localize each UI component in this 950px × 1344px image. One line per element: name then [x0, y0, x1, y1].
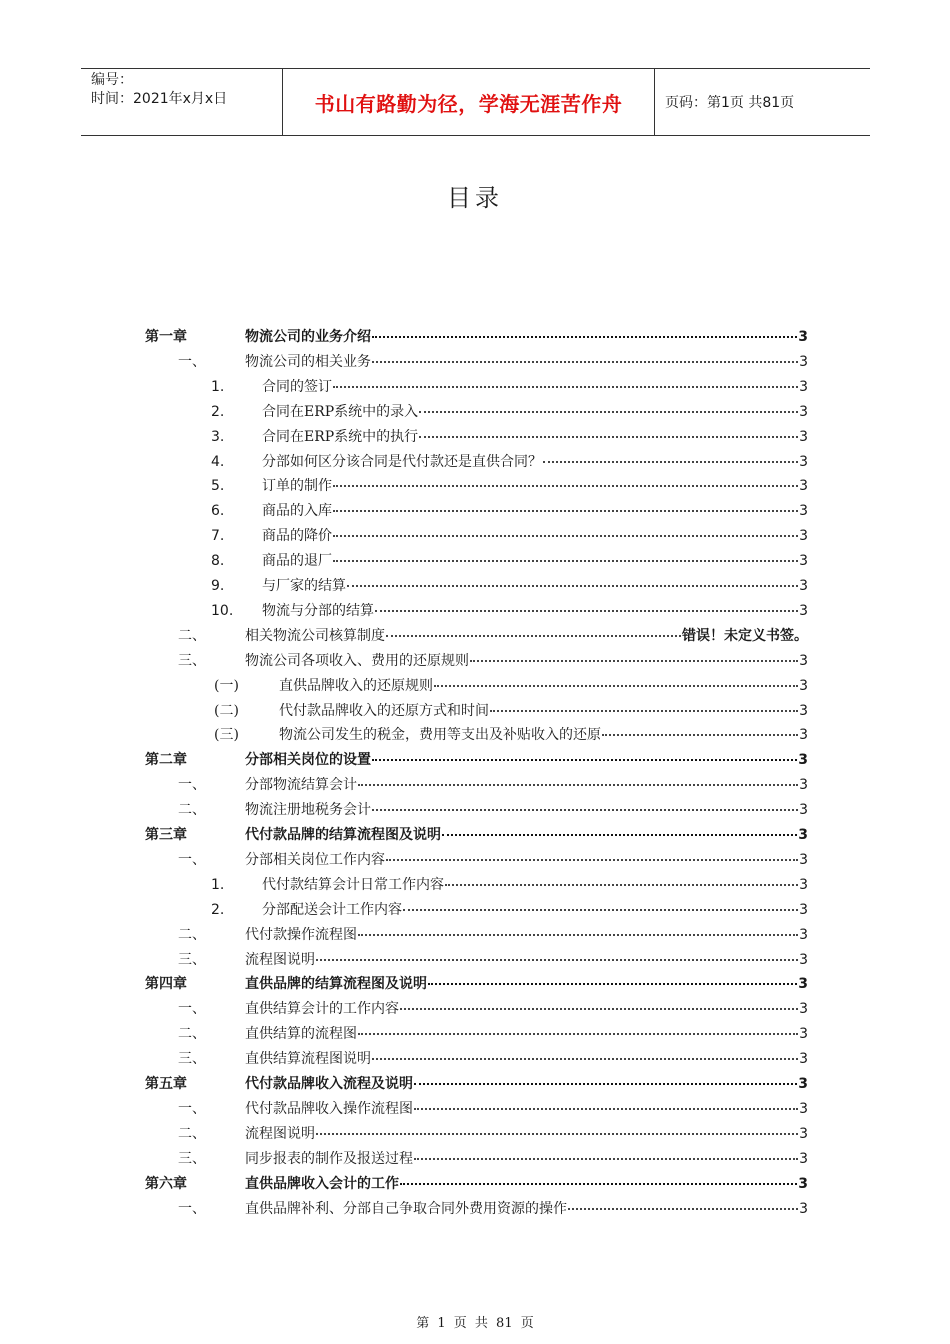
- toc-page-number: 3: [799, 1001, 808, 1018]
- toc-entry-title: 订单的制作: [262, 478, 332, 495]
- toc-entry-body: [279, 699, 808, 723]
- toc-entry-title: 物流公司各项收入、费用的还原规则: [245, 652, 469, 669]
- toc-entry-body: [245, 848, 808, 872]
- toc-entry-title: 直供结算的流程图: [245, 1026, 357, 1043]
- toc-entry-number: 三、: [178, 1150, 206, 1167]
- toc-entry-title: 物流注册地税务会计: [245, 802, 371, 819]
- toc-page-number: 3: [799, 727, 808, 744]
- toc-entry-number: 第一章: [145, 329, 187, 345]
- toc-entry-title: 合同在ERP系统中的执行: [262, 428, 419, 445]
- toc-entry-number: 6.: [211, 503, 225, 520]
- toc-entry-title: 代付款品牌的结算流程图及说明: [245, 827, 441, 843]
- toc-entry-number: 10.: [211, 602, 234, 619]
- toc-entry[interactable]: [0, 699, 950, 723]
- toc-entry-number: 二、: [178, 1125, 206, 1142]
- toc-entry[interactable]: [0, 1022, 950, 1046]
- toc-page-number: 3: [799, 851, 808, 868]
- toc-entry-number: 第二章: [145, 752, 187, 769]
- toc-entry-number: 2.: [211, 403, 225, 420]
- dot-leader: [372, 360, 798, 363]
- serial-label: 编号：: [91, 72, 133, 88]
- toc-entry-body: [262, 574, 808, 598]
- toc-entry-body: [262, 474, 808, 498]
- toc-entry-body: [245, 823, 808, 847]
- toc-page-number: 3: [798, 1076, 808, 1092]
- toc-entry-number: 2.: [211, 901, 225, 918]
- header-page-info: 页码：第1页 共81页: [665, 95, 795, 111]
- dot-leader: [442, 833, 797, 836]
- dot-leader: [419, 435, 798, 438]
- toc-entry[interactable]: [0, 798, 950, 822]
- toc-entry[interactable]: [0, 574, 950, 598]
- toc-entry-body: [262, 400, 808, 424]
- toc-page-number: 3: [798, 827, 808, 843]
- toc-page-number: 3: [799, 802, 808, 819]
- toc-entry[interactable]: [0, 425, 950, 449]
- toc-entry-number: 1.: [211, 378, 225, 395]
- toc-entry-number: 7.: [211, 528, 225, 545]
- toc-entry-number: 三、: [178, 951, 206, 968]
- toc-entry-title: 物流公司的相关业务: [245, 353, 371, 370]
- toc-entry-number: 第四章: [145, 976, 187, 993]
- toc-page-number: 3: [798, 752, 808, 769]
- dot-leader: [333, 559, 798, 562]
- toc-page-number: 3: [799, 602, 808, 619]
- time-label: 时间：2021年x月x日: [91, 91, 228, 107]
- toc-entry-title: 直供结算流程图说明: [245, 1051, 371, 1068]
- toc-entry-body: [262, 599, 808, 623]
- toc-entry-number: 二、: [178, 802, 206, 819]
- dot-leader: [602, 733, 798, 736]
- toc-page-number: 3: [799, 1150, 808, 1167]
- toc-entry-body: [262, 549, 808, 573]
- toc-entry-title: 商品的退厂: [262, 553, 332, 570]
- toc-entry[interactable]: [0, 748, 950, 772]
- toc-entry[interactable]: [0, 499, 950, 523]
- toc-entry[interactable]: [0, 1122, 950, 1146]
- toc-entry-number: 第三章: [145, 827, 187, 843]
- toc-entry-title: 物流公司的业务介绍: [245, 329, 371, 345]
- toc-entry-body: [262, 524, 808, 548]
- toc-entry-body: [245, 997, 808, 1021]
- dot-leader: [333, 534, 798, 537]
- toc-entry[interactable]: [0, 1197, 950, 1221]
- toc-page-number: 3: [799, 1051, 808, 1068]
- toc-page-number: 3: [799, 503, 808, 520]
- toc-entry-number: 一、: [178, 851, 206, 868]
- header-meta: [81, 69, 283, 135]
- toc-entry-body: [279, 674, 808, 698]
- toc-entry-title: 相关物流公司核算制度: [245, 627, 385, 644]
- dot-leader: [333, 484, 798, 487]
- toc-entry[interactable]: [0, 375, 950, 399]
- toc-entry-body: [245, 624, 808, 648]
- toc-entry-body: [279, 723, 808, 747]
- dot-leader: [543, 460, 798, 463]
- toc-entry-number: 二、: [178, 1026, 206, 1043]
- toc-entry-body: [245, 325, 808, 349]
- dot-leader: [375, 609, 798, 612]
- toc-entry-title: 分部相关岗位的设置: [245, 752, 371, 769]
- toc-entry-number: 4.: [211, 453, 225, 470]
- toc-entry-title: 直供品牌补利、分部自己争取合同外费用资源的操作: [245, 1200, 567, 1217]
- toc-page-number: 3: [799, 876, 808, 893]
- toc-entry[interactable]: [0, 1147, 950, 1171]
- dot-leader: [428, 982, 797, 985]
- toc-page-number: 3: [799, 702, 808, 719]
- toc-page-number: 3: [799, 578, 808, 594]
- toc-entry-number: 二、: [178, 627, 206, 644]
- toc-entry-number: 一、: [178, 1200, 206, 1217]
- toc-entry-body: [245, 649, 808, 673]
- dot-leader: [419, 410, 798, 413]
- toc-entry[interactable]: [0, 325, 950, 349]
- dot-leader: [414, 1157, 798, 1160]
- toc-entry-body: [245, 748, 808, 772]
- toc-entry-number: 一、: [178, 777, 206, 794]
- dot-leader: [386, 634, 681, 637]
- toc-entry[interactable]: [0, 1047, 950, 1071]
- toc-page-number: 3: [798, 329, 808, 345]
- toc-entry[interactable]: [0, 997, 950, 1021]
- toc-page-number: 3: [799, 901, 808, 918]
- dot-leader: [434, 684, 798, 687]
- toc-entry[interactable]: [0, 1172, 950, 1196]
- dot-leader: [372, 335, 797, 338]
- toc-entry[interactable]: [0, 524, 950, 548]
- toc-entry-number: (三): [214, 727, 239, 744]
- toc-entry-title: 商品的入库: [262, 503, 332, 520]
- toc-entry[interactable]: [0, 599, 950, 623]
- toc-entry[interactable]: [0, 624, 950, 648]
- header-motto: 书山有路勤为径，学海无涯苦作舟: [283, 69, 655, 135]
- toc-entry-body: [245, 1197, 808, 1221]
- dot-leader: [333, 509, 798, 512]
- toc-entry-body: [245, 350, 808, 374]
- toc-entry-title: 商品的降价: [262, 528, 332, 545]
- toc-entry[interactable]: [0, 1097, 950, 1121]
- toc-entry-body: [262, 898, 808, 922]
- toc-entry[interactable]: [0, 549, 950, 573]
- dot-leader: [400, 1182, 797, 1185]
- dot-leader: [358, 783, 798, 786]
- toc-entry-body: [245, 1047, 808, 1071]
- page-footer: 第 1 页 共 81 页: [416, 1316, 534, 1331]
- dot-leader: [358, 933, 798, 936]
- toc-entry-number: 一、: [178, 1100, 206, 1117]
- dot-leader: [333, 385, 798, 388]
- toc-page-number: 3: [799, 378, 808, 395]
- dot-leader: [347, 584, 798, 587]
- toc-page-number: 3: [798, 1175, 808, 1192]
- toc-entry[interactable]: [0, 848, 950, 872]
- toc-page-number: 3: [799, 926, 808, 943]
- toc-entry-title: 物流与分部的结算: [262, 602, 374, 619]
- toc-entry-title: 代付款品牌收入的还原方式和时间: [279, 702, 489, 719]
- toc-entry-body: [245, 773, 808, 797]
- toc-entry[interactable]: [0, 898, 950, 922]
- dot-leader: [400, 1007, 798, 1010]
- dot-leader: [386, 858, 798, 861]
- toc-entry-body: [245, 923, 808, 947]
- toc-entry-number: 5.: [211, 478, 225, 495]
- toc-entry-body: [245, 1172, 808, 1196]
- toc-entry-number: 一、: [178, 1001, 206, 1018]
- toc-page-number: 3: [799, 1125, 808, 1142]
- toc-entry-number: (一): [214, 677, 239, 694]
- toc-entry[interactable]: [0, 773, 950, 797]
- toc-entry-title: 流程图说明: [245, 1125, 315, 1142]
- toc-page-number: 3: [799, 951, 808, 968]
- dot-leader: [403, 908, 798, 911]
- toc-entry-title: 分部配送会计工作内容: [262, 901, 402, 918]
- toc-entry-body: [262, 450, 808, 474]
- toc-entry[interactable]: [0, 1072, 950, 1096]
- toc-entry[interactable]: [0, 450, 950, 474]
- dot-leader: [372, 808, 798, 811]
- toc-entry[interactable]: [0, 723, 950, 747]
- toc-entry[interactable]: [0, 474, 950, 498]
- toc-page-number: 3: [799, 353, 808, 370]
- dot-leader: [414, 1082, 797, 1085]
- toc-entry-number: 第六章: [145, 1175, 187, 1192]
- dot-leader: [445, 883, 798, 886]
- toc-entry-title: 分部如何区分该合同是代付款还是直供合同？: [262, 453, 542, 470]
- toc-page-number: 3: [799, 1100, 808, 1117]
- toc-entry-number: 三、: [178, 1051, 206, 1068]
- toc-entry-number: 三、: [178, 652, 206, 669]
- toc-page-number: 3: [799, 677, 808, 694]
- toc-entry[interactable]: [0, 674, 950, 698]
- toc-entry-title: 代付款结算会计日常工作内容: [262, 876, 444, 893]
- toc-page-number: 3: [799, 453, 808, 470]
- page-header-table: [81, 68, 870, 136]
- toc-page-number: 3: [799, 403, 808, 420]
- toc-entry-body: [262, 375, 808, 399]
- dot-leader: [358, 1032, 798, 1035]
- dot-leader: [470, 659, 798, 662]
- page-title: 目录: [447, 184, 503, 212]
- toc-entry-title: 代付款品牌收入流程及说明: [245, 1076, 413, 1092]
- toc-entry-number: 第五章: [145, 1076, 187, 1092]
- toc-entry-title: 流程图说明: [245, 951, 315, 968]
- toc-entry-number: 二、: [178, 926, 206, 943]
- toc-entry-body: [262, 425, 808, 449]
- toc-page-number: 3: [799, 652, 808, 669]
- toc-entry[interactable]: [0, 350, 950, 374]
- toc-entry-body: [262, 873, 808, 897]
- toc-entry-number: 8.: [211, 553, 225, 570]
- toc-entry-number: 一、: [178, 353, 206, 370]
- dot-leader: [490, 709, 798, 712]
- toc-entry-title: 物流公司发生的税金，费用等支出及补贴收入的还原: [279, 727, 601, 744]
- toc-entry-title: 直供结算会计的工作内容: [245, 1001, 399, 1018]
- toc-entry-body: [245, 1072, 808, 1096]
- toc-entry[interactable]: [0, 923, 950, 947]
- toc-entry-title: 与厂家的结算: [262, 578, 346, 594]
- toc-page-number: 3: [798, 976, 808, 993]
- toc-page-number: 3: [799, 428, 808, 445]
- toc-entry-title: 直供品牌收入会计的工作: [245, 1175, 399, 1192]
- dot-leader: [372, 1057, 798, 1060]
- dot-leader: [414, 1107, 798, 1110]
- dot-leader: [372, 758, 797, 761]
- toc-entry[interactable]: [0, 948, 950, 972]
- toc-entry-number: (二): [214, 702, 239, 719]
- toc-page-number: 3: [799, 553, 808, 570]
- toc-entry-title: 代付款品牌收入操作流程图: [245, 1100, 413, 1117]
- toc-entry-body: [245, 1097, 808, 1121]
- toc-entry-number: 3.: [211, 428, 225, 445]
- toc-page-number: 3: [799, 1026, 808, 1043]
- dot-leader: [316, 1132, 798, 1135]
- toc-entry-body: [245, 972, 808, 996]
- toc-page-number: 3: [799, 1200, 808, 1217]
- dot-leader: [316, 958, 798, 961]
- toc-error-text: 错误！未定义书签。: [682, 627, 808, 644]
- toc-entry-body: [245, 948, 808, 972]
- toc-entry-body: [245, 1122, 808, 1146]
- toc-entry-title: 合同的签订: [262, 378, 332, 395]
- toc-entry[interactable]: [0, 649, 950, 673]
- toc-entry-title: 合同在ERP系统中的录入: [262, 403, 419, 420]
- toc-entry-body: [245, 1022, 808, 1046]
- toc-entry-number: 9.: [211, 578, 225, 594]
- toc-entry-title: 分部物流结算会计: [245, 777, 357, 794]
- toc-entry-body: [245, 1147, 808, 1171]
- toc-entry-body: [262, 499, 808, 523]
- toc-entry-title: 分部相关岗位工作内容: [245, 851, 385, 868]
- toc-page-number: 3: [799, 777, 808, 794]
- dot-leader: [568, 1207, 798, 1210]
- toc-entry-title: 同步报表的制作及报送过程: [245, 1150, 413, 1167]
- toc-page-number: 3: [799, 528, 808, 545]
- toc-entry[interactable]: [0, 400, 950, 424]
- toc-entry[interactable]: [0, 972, 950, 996]
- toc-entry-number: 1.: [211, 876, 225, 893]
- toc-entry-title: 直供品牌的结算流程图及说明: [245, 976, 427, 993]
- toc-entry[interactable]: [0, 873, 950, 897]
- toc-entry[interactable]: [0, 823, 950, 847]
- toc-page-number: 3: [799, 478, 808, 495]
- toc-entry-body: [245, 798, 808, 822]
- toc-entry-title: 代付款操作流程图: [245, 926, 357, 943]
- toc-entry-title: 直供品牌收入的还原规则: [279, 677, 433, 694]
